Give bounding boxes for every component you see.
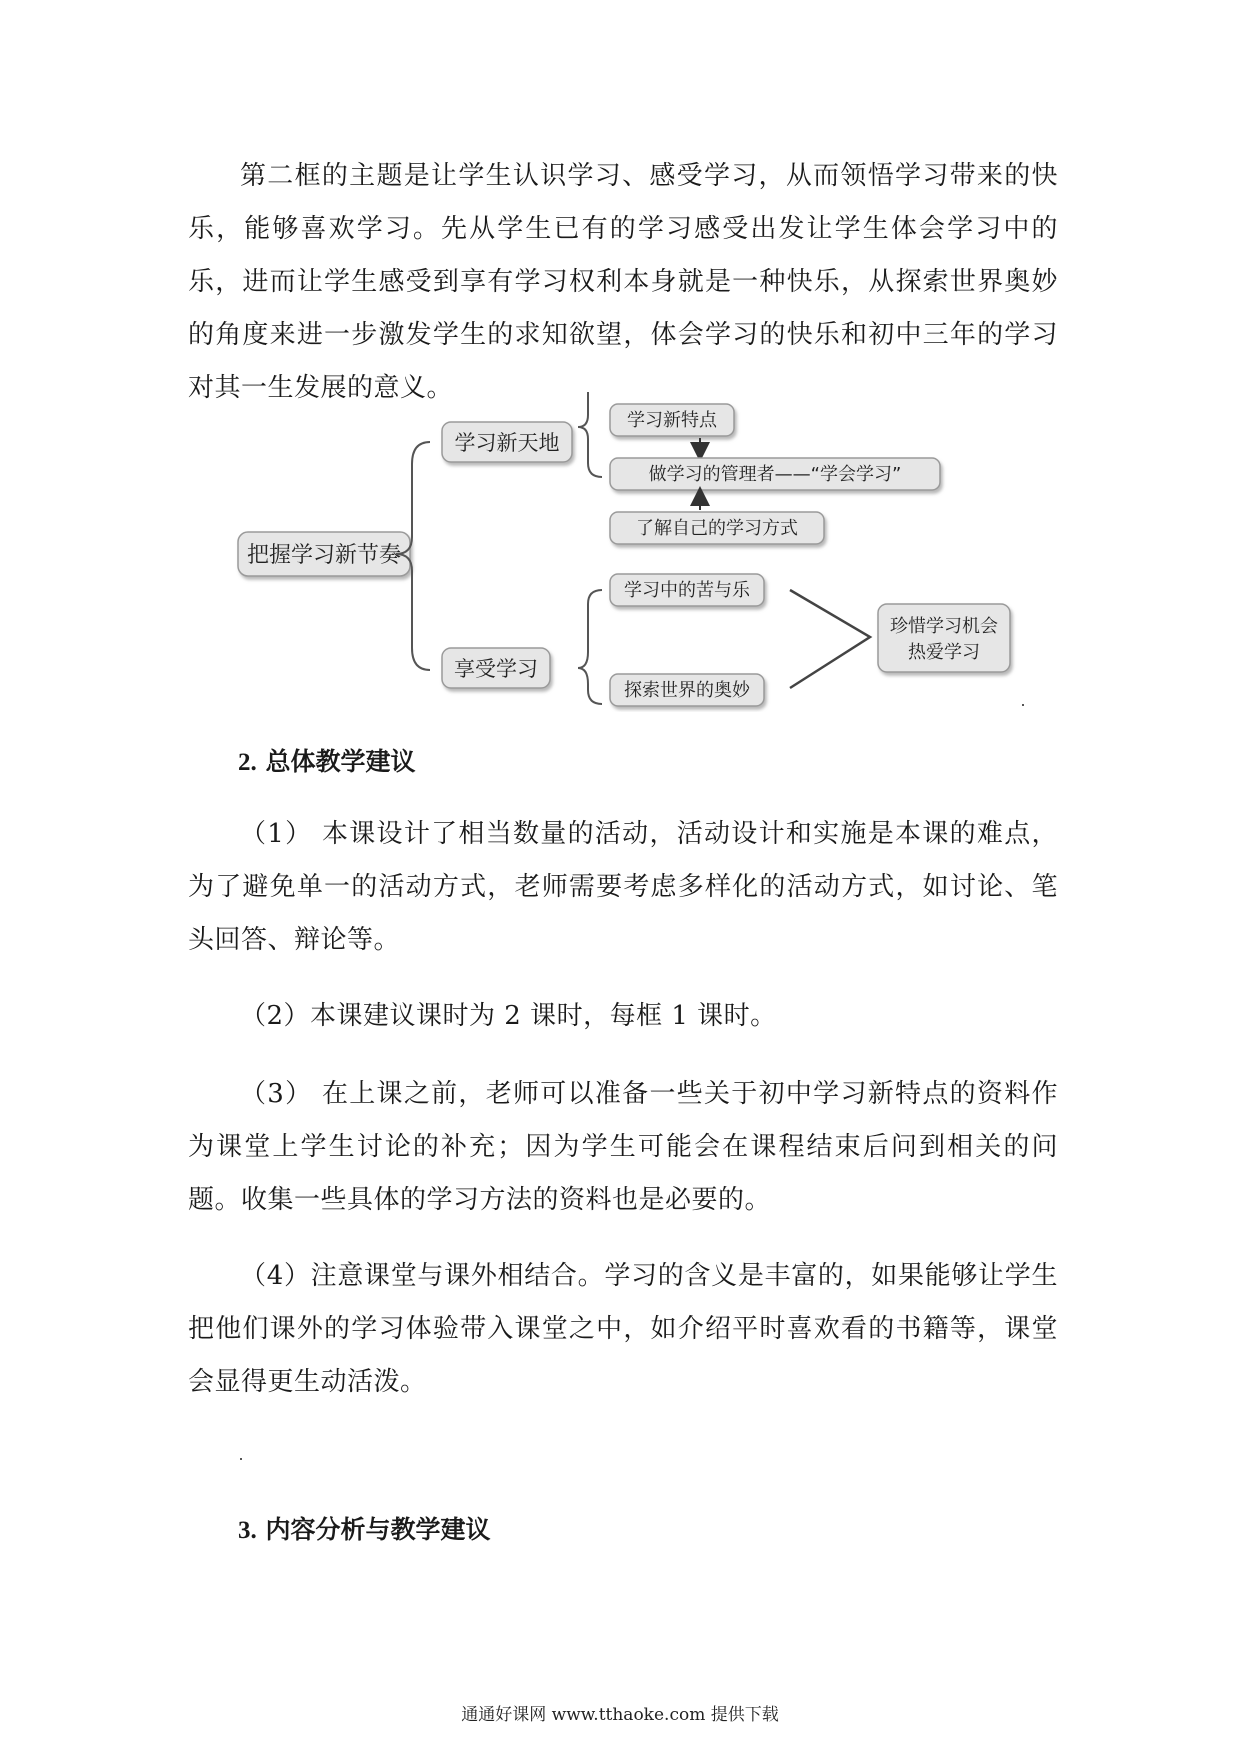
root-node [238, 532, 410, 576]
branch-1-item-1-label: 学习新特点 [627, 410, 717, 431]
section-2-number: 2. [238, 749, 257, 776]
stray-dot-2 [240, 1458, 242, 1460]
branch-1-label: 学习新天地 [454, 431, 560, 455]
conclusion-line-1: 珍惜学习机会 [890, 616, 998, 637]
branch-node-2 [442, 648, 550, 688]
branch-1-item-1 [610, 404, 734, 436]
suggestion-3: （3） 在上课之前，老师可以准备一些关于初中学习新特点的资料作为课堂上学生讨论的补充；因为学生可能会在课程结束后问到相关的问题。收集一些具体的学习方法的资料也是必要的。 [188, 1079, 1058, 1215]
conclusion-line-2: 热爱学习 [908, 642, 980, 663]
branch-2-bracket [578, 590, 602, 704]
branch-1-item-3 [610, 512, 824, 544]
section-3-heading [238, 1510, 490, 1546]
branch-2-item-1 [610, 574, 764, 606]
stray-dot [1022, 704, 1024, 706]
branch-2-item-2-label: 探索世界的奥妙 [624, 680, 750, 701]
converge-lines [790, 590, 870, 688]
section-3-number: 3. [238, 1517, 257, 1544]
concept-map-diagram [230, 392, 1030, 712]
suggestion-1: （1） 本课设计了相当数量的活动，活动设计和实施是本课的难点，为了避免单一的活动方式，老师需要考虑多样化的活动方式，如讨论、笔头回答、辩论等。 [188, 819, 1058, 955]
suggestion-2: （2）本课建议课时为 2 课时，每框 1 课时。 [240, 1001, 777, 1031]
root-label: 把握学习新节奏 [246, 543, 402, 568]
suggestion-4: （4）注意课堂与课外相结合。学习的含义是丰富的，如果能够让学生把他们课外的学习体验带入课堂之中，如介绍平时喜欢看的书籍等，课堂会显得更生动活泼。 [188, 1261, 1058, 1397]
section-3-title: 内容分析与教学建议 [265, 1515, 491, 1544]
branch-2-item-1-label: 学习中的苦与乐 [624, 580, 750, 601]
section-2-heading [238, 742, 415, 778]
branch-1-item-2-label: 做学习的管理者——“学会学习” [648, 464, 902, 485]
section-2-title: 总体教学建议 [265, 747, 416, 776]
branch-2-label: 享受学习 [454, 657, 538, 681]
branch-2-item-2 [610, 674, 764, 706]
branch-1-item-2 [610, 458, 940, 490]
branch-1-item-3-label: 了解自己的学习方式 [636, 518, 798, 539]
page-footer: 通通好课网 www.tthaoke.com 提供下载 [461, 1705, 779, 1725]
intro-paragraph: 第二框的主题是让学生认识学习、感受学习，从而领悟学习带来的快乐，能够喜欢学习。先从学生已有的学习感受出发让学生体会学习中的乐，进而让学生感受到享有学习权利本身就是一种快乐，从探索世界奥妙的角度来进一步激发学生的求知欲望，体会学习的快乐和初中三年的学习对其一生发展的意义。 [188, 161, 1058, 403]
branch-node-1 [442, 422, 572, 462]
branch-1-brace [578, 392, 602, 477]
conclusion-node [878, 604, 1010, 672]
